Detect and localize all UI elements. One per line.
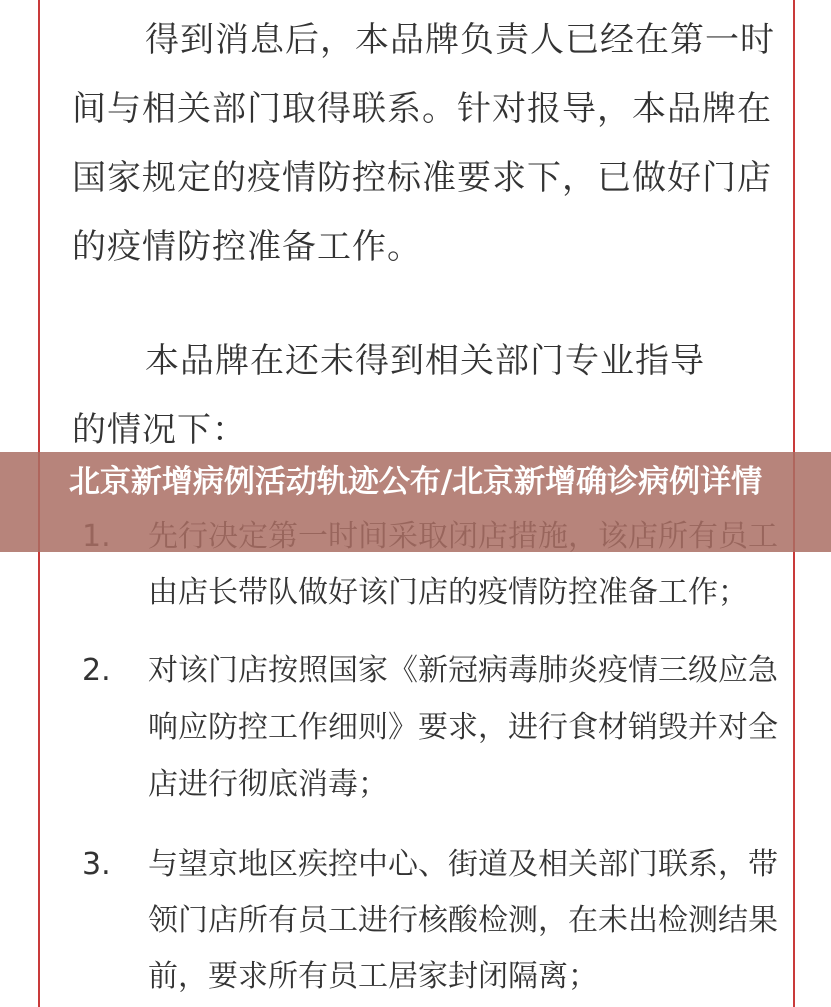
- paragraph1-line-3: 国家规定的疫情防控标准要求下，已做好门店: [72, 158, 772, 198]
- item-3-line-2: 领门店所有员工进行核酸检测，在未出检测结果: [148, 903, 778, 938]
- item-2-line-1: 对该门店按照国家《新冠病毒肺炎疫情三级应急: [148, 653, 778, 688]
- item-2-line-3: 店进行彻底消毒；: [148, 767, 388, 802]
- item-1-line-2: 由店长带队做好该门店的疫情防控准备工作；: [148, 575, 748, 610]
- paragraph2-line-2: 的情况下：: [72, 410, 247, 450]
- item-2-line-2: 响应防控工作细则》要求，进行食材销毁并对全: [148, 710, 778, 745]
- overlay-title[interactable]: 北京新增病例活动轨迹公布/北京新增确诊病例详情: [68, 464, 763, 500]
- item-3-number: 3.: [82, 847, 111, 882]
- item-3-line-3: 前，要求所有员工居家封闭隔离；: [148, 959, 598, 994]
- paragraph2-line-1: 本品牌在还未得到相关部门专业指导: [145, 341, 705, 381]
- paragraph1-line-1: 得到消息后，本品牌负责人已经在第一时: [145, 20, 775, 60]
- paragraph1-line-4: 的疫情防控准备工作。: [72, 227, 422, 267]
- paragraph1-line-2: 间与相关部门取得联系。针对报导，本品牌在: [72, 89, 772, 129]
- item-2-number: 2.: [82, 653, 111, 688]
- item-3-line-1: 与望京地区疾控中心、街道及相关部门联系，带: [148, 847, 778, 882]
